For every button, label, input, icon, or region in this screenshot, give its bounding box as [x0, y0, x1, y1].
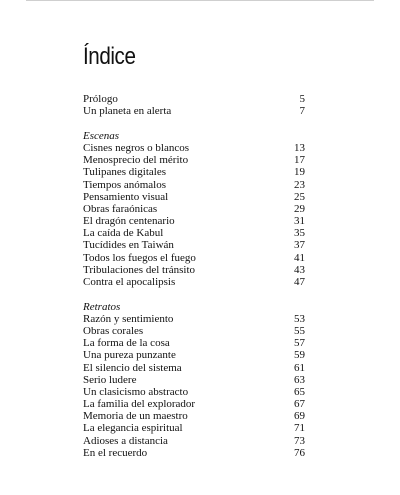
toc-entry-page: 35: [294, 227, 305, 240]
toc-entry[interactable]: [83, 215, 305, 227]
toc-entry-page: 25: [294, 190, 305, 203]
toc-entry-page: 23: [294, 178, 305, 191]
toc-entry-title: Pensamiento visual: [83, 190, 169, 203]
toc-entry[interactable]: [83, 386, 305, 398]
toc-entry[interactable]: [83, 203, 305, 215]
toc-entry-page: 73: [294, 434, 305, 447]
toc-entry-title: La elegancia espiritual: [83, 422, 183, 435]
toc-entry-title: La caída de Kabul: [83, 227, 164, 240]
toc-entry-title: Serio ludere: [83, 373, 137, 386]
toc-entry-page: 63: [294, 373, 305, 386]
toc-entry-prologo[interactable]: [83, 93, 305, 105]
toc-entry-page: 76: [294, 446, 305, 459]
toc-entry[interactable]: [83, 447, 305, 459]
toc-entry-page: 47: [294, 276, 305, 289]
toc-entry[interactable]: [83, 227, 305, 239]
toc-entry-page: 31: [294, 215, 305, 228]
toc-entry-title: El dragón centenario: [83, 215, 175, 228]
toc-entry-title: En el recuerdo: [83, 446, 148, 459]
toc-entry-page: 13: [294, 141, 305, 154]
toc-entry-page: 41: [294, 251, 305, 264]
toc-entry-page: 53: [294, 312, 305, 325]
toc-entry-page: 65: [294, 385, 305, 398]
toc-entry-title: Prólogo: [83, 93, 118, 105]
toc-entry[interactable]: [83, 264, 305, 276]
toc-entry-page: 59: [294, 349, 305, 362]
toc-entry[interactable]: [83, 276, 305, 288]
toc-entry-title: Adioses a distancia: [83, 434, 168, 447]
section-heading-retratos: Retratos: [83, 300, 121, 313]
toc-entry-page: 5: [299, 93, 305, 105]
toc-entry[interactable]: [83, 422, 305, 434]
toc-entry[interactable]: [83, 362, 305, 374]
toc-entry-title: Tiempos anómalos: [83, 178, 167, 191]
toc-entry-page: 57: [294, 337, 305, 350]
toc-entry-title: Memoria de un maestro: [83, 410, 188, 423]
toc-entry-title: Obras corales: [83, 324, 144, 337]
toc-entry-page: 67: [294, 398, 305, 411]
toc-entry[interactable]: [83, 410, 305, 422]
toc-entry[interactable]: [83, 435, 305, 447]
toc-entry-title: Todos los fuegos el fuego: [83, 251, 196, 264]
toc-entry-title: Un clasicismo abstracto: [83, 385, 189, 398]
toc-entry-page: 69: [294, 410, 305, 423]
toc-entry-page: 61: [294, 361, 305, 374]
toc-entry[interactable]: [83, 349, 305, 361]
top-rule: [26, 0, 374, 1]
toc-entry-page: 71: [294, 422, 305, 435]
toc-entry[interactable]: [83, 154, 305, 166]
toc-entry-title: Tucídides en Taiwán: [83, 239, 174, 252]
section-escenas-entries: [83, 142, 305, 288]
toc-entry[interactable]: [83, 252, 305, 264]
toc-entry-title: Obras faraónicas: [83, 202, 158, 215]
toc-entry[interactable]: [83, 325, 305, 337]
toc-entry[interactable]: [83, 313, 305, 325]
front-matter-group: [83, 93, 305, 117]
toc-entry-title: Menosprecio del mérito: [83, 154, 189, 167]
toc-entry-title: Contra el apocalipsis: [83, 276, 176, 289]
toc-entry-title: Un planeta en alerta: [83, 105, 172, 118]
toc-entry[interactable]: [83, 166, 305, 178]
toc-entry[interactable]: [83, 191, 305, 203]
toc-entry[interactable]: [83, 374, 305, 386]
toc-entry-page: 17: [294, 154, 305, 167]
toc-entry-title: Razón y sentimiento: [83, 312, 174, 325]
toc-entry-page: 7: [299, 105, 305, 118]
section-retratos-entries: [83, 313, 305, 459]
toc-entry-un-planeta-en-alerta[interactable]: [83, 105, 305, 117]
toc-entry[interactable]: [83, 179, 305, 191]
section-heading-escenas: Escenas: [83, 129, 120, 142]
toc-entry-page: 43: [294, 263, 305, 276]
page-title: Índice: [83, 43, 136, 70]
toc-entry[interactable]: [83, 337, 305, 349]
toc-entry-page: 19: [294, 166, 305, 179]
toc-entry-title: El silencio del sistema: [83, 361, 182, 374]
toc-entry[interactable]: [83, 142, 305, 154]
toc-entry-title: Tribulaciones del tránsito: [83, 263, 196, 276]
toc-entry-title: Tulipanes digitales: [83, 166, 167, 179]
toc-entry[interactable]: [83, 239, 305, 251]
toc-entry-page: 37: [294, 239, 305, 252]
toc-entry-title: La forma de la cosa: [83, 337, 170, 350]
toc-entry-title: Una pureza punzante: [83, 349, 176, 362]
toc-entry-title: La familia del explorador: [83, 398, 196, 411]
table-of-contents: [83, 93, 305, 459]
toc-entry-page: 55: [294, 324, 305, 337]
toc-entry-title: Cisnes negros o blancos: [83, 141, 190, 154]
toc-entry-page: 29: [294, 202, 305, 215]
toc-entry[interactable]: [83, 398, 305, 410]
